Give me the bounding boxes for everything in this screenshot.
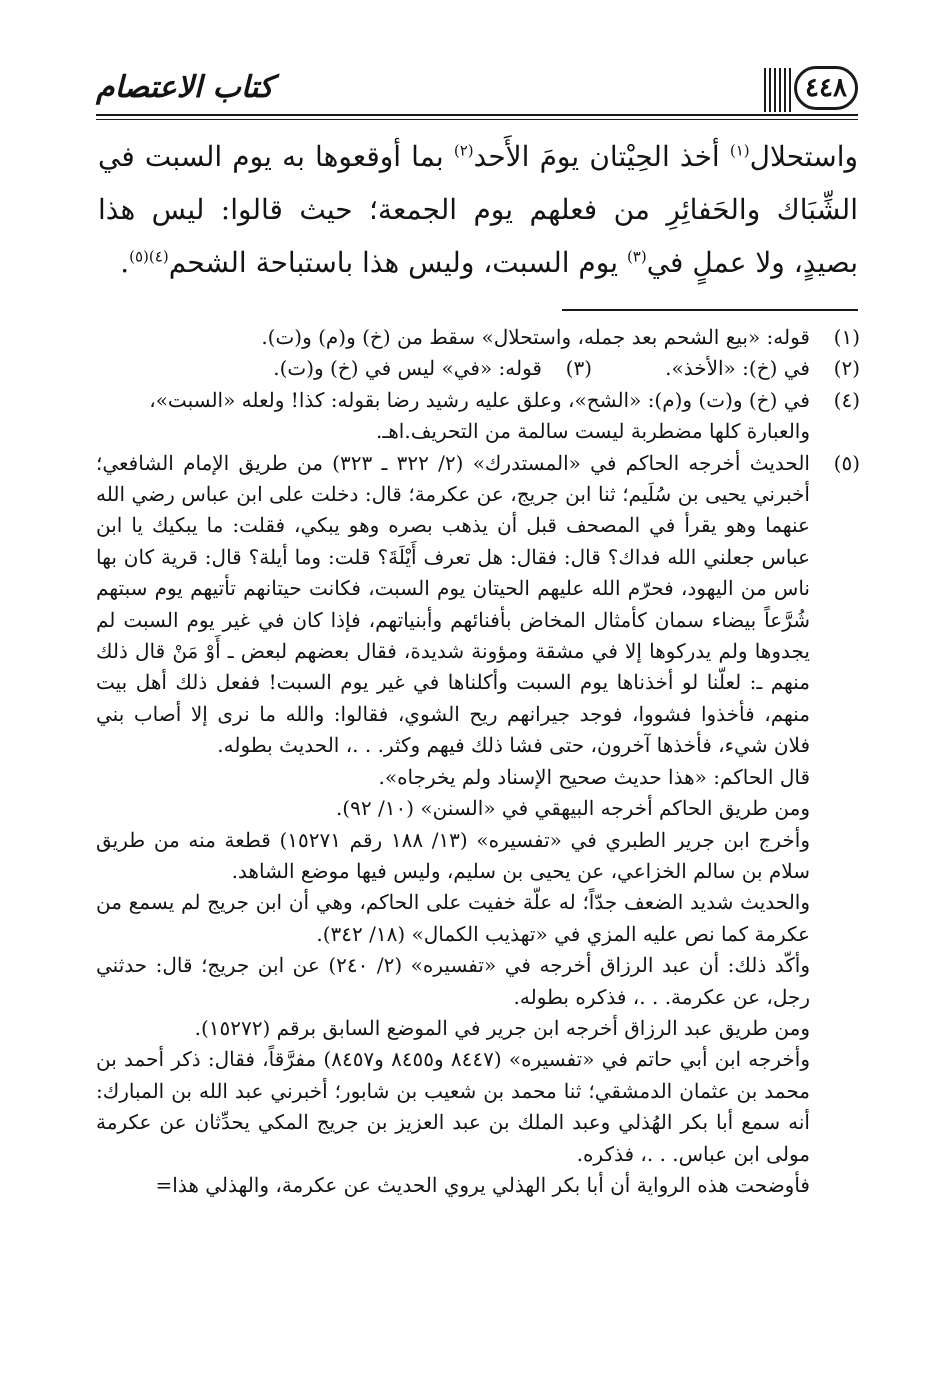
main-paragraph xyxy=(98,130,858,289)
footnote-paragraph: وأكّد ذلك: أن عبد الرزاق أخرجه في «تفسيره» (٢/ ٢٤٠) عن ابن جريج؛ قال: حدثني رجل، عن عكرمة. . .، فذكره بطوله. xyxy=(96,953,810,1009)
footnotes xyxy=(96,322,860,1201)
footnote-number: (٤) xyxy=(833,387,860,412)
text-segment: . xyxy=(120,246,130,279)
footnote-ref: (٣) xyxy=(626,247,647,266)
footnote-4 xyxy=(96,385,860,448)
text-segment: واستحلال xyxy=(749,140,858,173)
footnote-paragraph: والحديث شديد الضعف جدّاً؛ له علّة خفيت على الحاكم، وهي أن ابن جريج لم يسمع من عكرمة كما نص عليه المزي في «تهذيب الكمال» (١٨/ ٣٤٢). xyxy=(96,890,811,946)
footnote-2 xyxy=(592,353,860,384)
footnote-paragraph: وأخرجه ابن أبي حاتم في «تفسيره» (٨٤٤٧ و٨٤٥٥ و٨٤٥٧) مفرَّقاً، فقال: ذكر أحمد بن محمد بن عثمان الدمشقي؛ ثنا محمد بن شعيب بن شابور؛ أخبرني عبد الله بن المبارك: أنه سمع أبا بكر الهُذلي وعبد الملك بن عبد العزيز بن جريج المكي يحدِّثان عن عكرمة مولى ابن عباس. . .، فذكره. xyxy=(96,1047,811,1166)
page-number: ٤٤٨ xyxy=(794,66,858,110)
footnote-paragraph: ومن طريق عبد الرزاق أخرجه ابن جرير في الموضع السابق برقم (١٥٢٧٢). xyxy=(194,1015,810,1040)
footnote-paragraph: ومن طريق الحاكم أخرجه البيهقي في «السنن» (١٠/ ٩٢). xyxy=(335,796,810,821)
footnote-5 xyxy=(96,448,860,1202)
text-segment: بما أوقعوها به يوم السبت في الشِّبَاك والحَفائِرِ من فعلهم يوم الجمعة؛ حيث قالوا: ليس هذا بصيدٍ، ولا عملٍ في xyxy=(98,140,858,279)
header-ornament xyxy=(764,68,792,112)
footnote-ref: (٤)(٥) xyxy=(129,247,169,266)
footnote-line: والعبارة كلها مضطربة ليست سالمة من التحريف.اهـ. xyxy=(376,419,810,444)
footnote-paragraph: قال الحاكم: «هذا حديث صحيح الإسناد ولم يخرجاه». xyxy=(378,764,810,789)
footnote-ref: (١) xyxy=(729,141,750,160)
footnote-paragraph: وأخرج ابن جرير الطبري في «تفسيره» (١٣/ ١٨٨ رقم ١٥٢٧١) قطعة منه من طريق سلام بن سالم الخزاعي، عن يحيى بن سليم، وليس فيها موضع الشاهد. xyxy=(96,827,810,883)
footnote-ref: (٢) xyxy=(453,141,474,160)
footnote-number: (٣) xyxy=(565,356,592,381)
book-title: كتاب الاعتصام xyxy=(96,70,274,105)
text-segment: أخذ الحِيْتان يومَ الأَحد xyxy=(473,140,730,173)
header-rule-thin xyxy=(96,119,858,120)
footnote-number: (٢) xyxy=(833,356,860,381)
footnote-paragraph: الحديث أخرجه الحاكم في «المستدرك» (٢/ ٣٢٢ ـ ٣٢٣) من طريق الإمام الشافعي؛ أخبرني يحيى بن سُلَيم؛ ثنا ابن جريج، عن عكرمة؛ قال: دخلت على ابن عباس رضي الله عنهما وهو يقرأ في المصحف قبل أن يذهب بصره وهو يبكي، فقلت: ما يبكيك يا ابن عباس جعلني الله فداك؟ قال: فقال: هل تعرف أَيْلَةَ؟ قلت: وما أيلة؟ قال: قرية كان بها ناس من اليهود، فحرّم الله عليهم الحيتان يوم السبت، فكانت حيتانهم تأتيهم يوم سبتهم شُرَّعاً بيضاء سمان كأمثال المخاض بأفنائهم وأبنياتهم، فإذا كان في غير يوم السبت لم يجدوها ولم يدركوها إلا في مشقة ومؤونة شديدة، فقال بعضهم لبعض ـ أَوْ مَنْ قال ذلك منهم ـ: لعلّنا لو أخذناها يوم السبت وأكلناها في غير يوم السبت! ففعل ذلك أهل بيت منهم، فأخذوا فشووا، فوجد جيرانهم ريح الشوي، فقالوا: والله ما نرى إلا أصاب بني فلان شيء، فأخذها آخرون، حتى فشا ذلك فيهم وكثر. . .، الحديث بطوله. xyxy=(96,450,810,758)
footnote-text: قوله: «بيع الشحم بعد جمله، واستحلال» سقط من (خ) و(م) و(ت). xyxy=(261,325,810,349)
footnote-paragraph: فأوضحت هذه الرواية أن أبا بكر الهذلي يروي الحديث عن عكرمة، والهذلي هذا= xyxy=(155,1172,810,1197)
text-segment: يوم السبت، وليس هذا باستباحة الشحم xyxy=(168,246,627,279)
page-header xyxy=(96,62,858,122)
header-rule xyxy=(96,114,858,116)
footnote-row-2-3 xyxy=(96,353,860,384)
footnote-number: (١) xyxy=(833,325,860,349)
footnote-1 xyxy=(96,322,860,353)
main-text xyxy=(98,130,858,289)
footnote-line: في (خ) و(ت) و(م): «الشح»، وعلق عليه رشيد رضا بقوله: كذا! ولعله «السبت»، xyxy=(149,387,810,412)
footnote-text: قوله: «في» ليس في (خ) و(ت). xyxy=(273,356,542,381)
footnote-number: (٥) xyxy=(833,450,860,475)
footnote-separator xyxy=(562,309,858,311)
footnote-text: في (خ): «الأخذ». xyxy=(665,356,810,381)
footnote-3 xyxy=(273,353,592,384)
